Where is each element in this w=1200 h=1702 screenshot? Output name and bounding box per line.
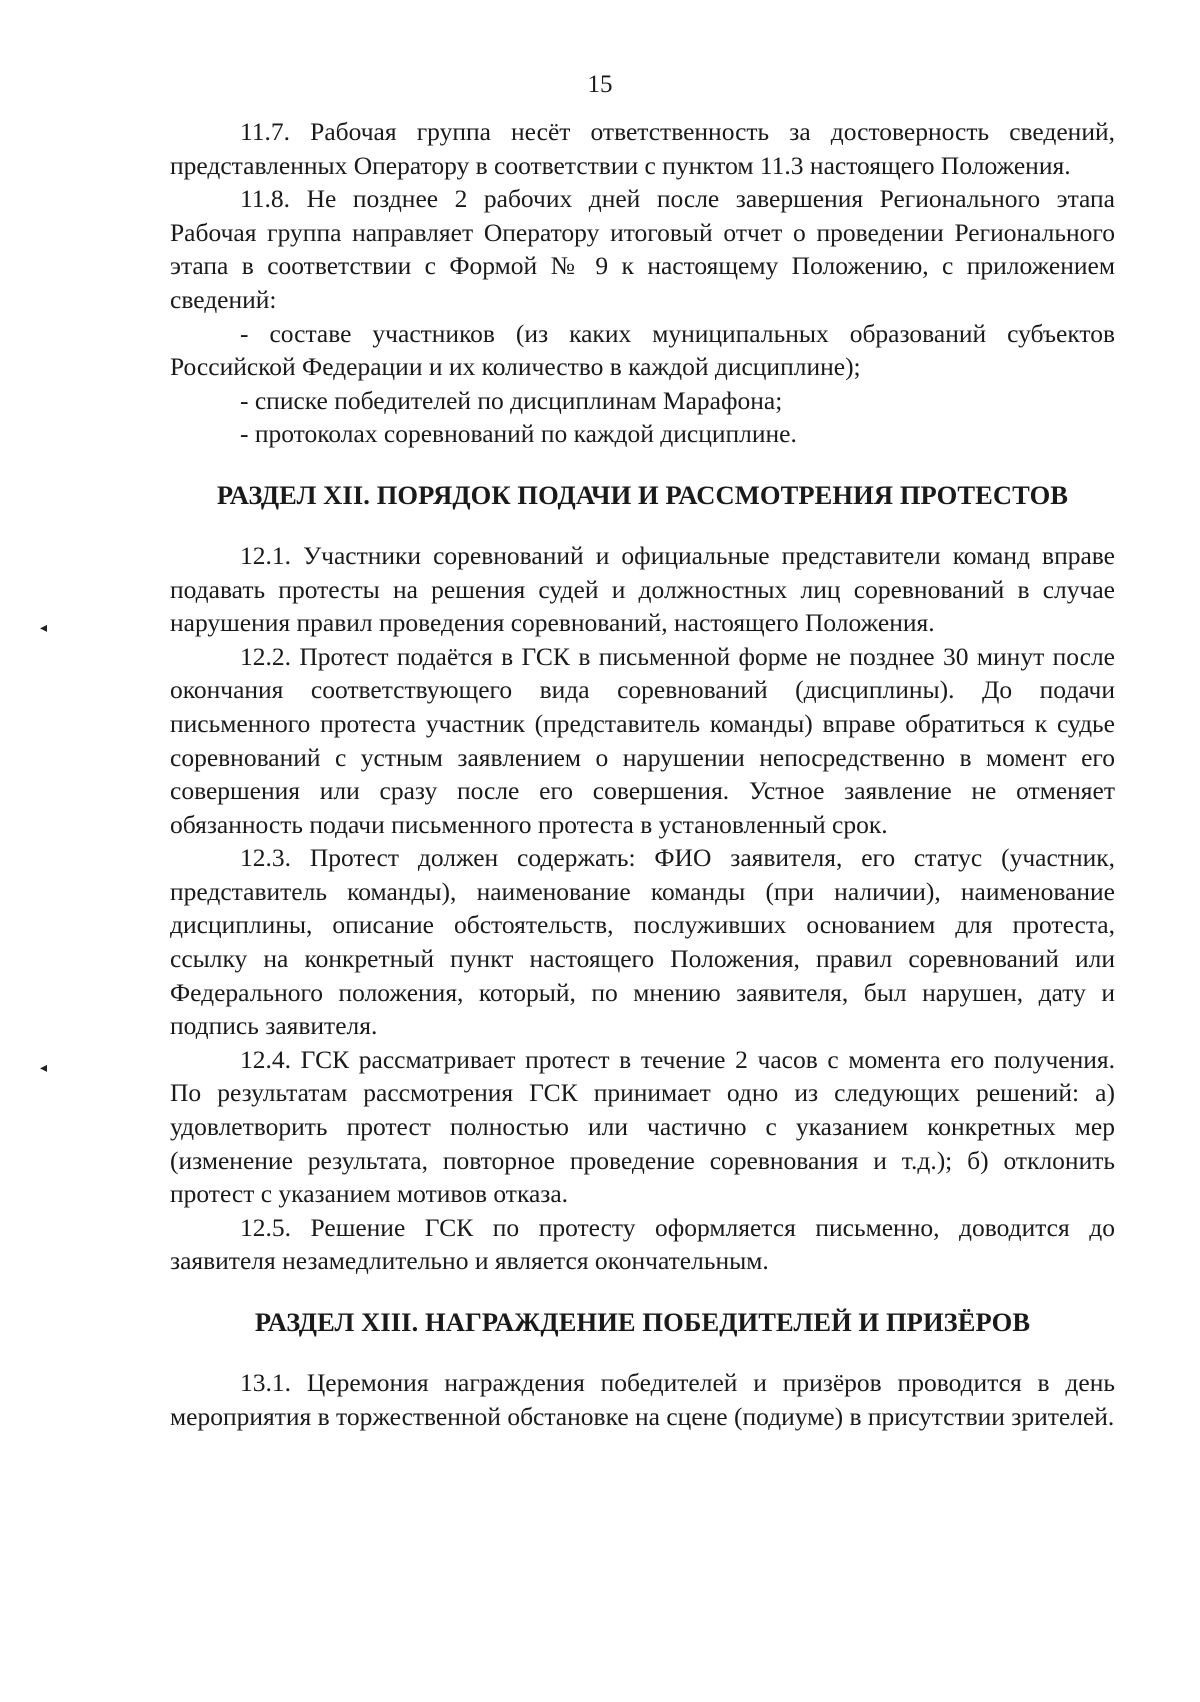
paragraph-12-4: 12.4. ГСК рассматривает протест в течение 2 часов с момента его получения. По результатам рассмотрения ГСК принимает одно из следующих решений: а) удовлетворить протест полностью или частично с указанием конкретных мер (изменение результата, повторное проведение соревнования и т.д.); б) отклонить протест с указанием мотивов отказа. bbox=[170, 1044, 1115, 1209]
section-13-heading: РАЗДЕЛ XIII. НАГРАЖДЕНИЕ ПОБЕДИТЕЛЕЙ И ПРИЗЁРОВ bbox=[254, 1307, 1031, 1337]
scan-mark-icon: ◂ bbox=[40, 1060, 48, 1076]
paragraph-11-8: 11.8. Не позднее 2 рабочих дней после завершения Регионального этапа Рабочая группа направляет Оператору итоговый отчет о проведении Регионального этапа в соответствии с Формой № 9 к настоящему Положению, с приложением сведений: bbox=[170, 184, 1115, 314]
paragraph-12-5: 12.5. Решение ГСК по протесту оформляется письменно, доводится до заявителя незамедлительно и является окончательным. bbox=[170, 1212, 1115, 1276]
page-number: 15 bbox=[587, 71, 613, 98]
paragraph-12-2: 12.2. Протест подаётся в ГСК в письменной форме не позднее 30 минут после окончания соответствующего вида соревнований (дисциплины). До подачи письменного протеста участник (представитель команды) вправе обратиться к судье соревнований с устным заявлением о нарушении непосредственно в момент его совершения или сразу после его совершения. Устное заявление не отменяет обязанность подачи письменного протеста в установленный срок. bbox=[170, 641, 1115, 839]
list-item-winners: - списке победителей по дисциплинам Марафона; bbox=[240, 385, 783, 415]
list-item-participants: - составе участников (из каких муниципальных образований субъектов Российской Федерации и их количество в каждой дисциплине); bbox=[170, 318, 1115, 382]
paragraph-13-1: 13.1. Церемония награждения победителей и призёров проводится в день мероприятия в торжественной обстановке на сцене (подиуме) в присутствии зрителей. bbox=[170, 1368, 1115, 1431]
document-body bbox=[170, 115, 1115, 1433]
list-item-protocols: - протоколах соревнований по каждой дисциплине. bbox=[240, 419, 797, 449]
section-12-heading: РАЗДЕЛ XII. ПОРЯДОК ПОДАЧИ И РАССМОТРЕНИЯ ПРОТЕСТОВ bbox=[216, 479, 1069, 510]
paragraph-12-3: 12.3. Протест должен содержать: ФИО заявителя, его статус (участник, представитель команды), наименование команды (при наличии), наименование дисциплины, описание обстоятельств, послуживших основанием для протеста, ссылку на конкретный пункт настоящего Положения, правил соревнований или Федерального положения, который, по мнению заявителя, был нарушен, дату и подпись заявителя. bbox=[170, 843, 1115, 1041]
paragraph-12-1: 12.1. Участники соревнований и официальные представители команд вправе подавать протесты на решения судей и должностных лиц соревнований в случае нарушения правил проведения соревнований, настоящего Положения. bbox=[170, 540, 1115, 638]
scan-mark-icon: ◂ bbox=[40, 620, 48, 636]
paragraph-11-7: 11.7. Рабочая группа несёт ответственность за достоверность сведений, представленных Оператору в соответствии с пунктом 11.3 настоящего Положения. bbox=[170, 117, 1115, 180]
